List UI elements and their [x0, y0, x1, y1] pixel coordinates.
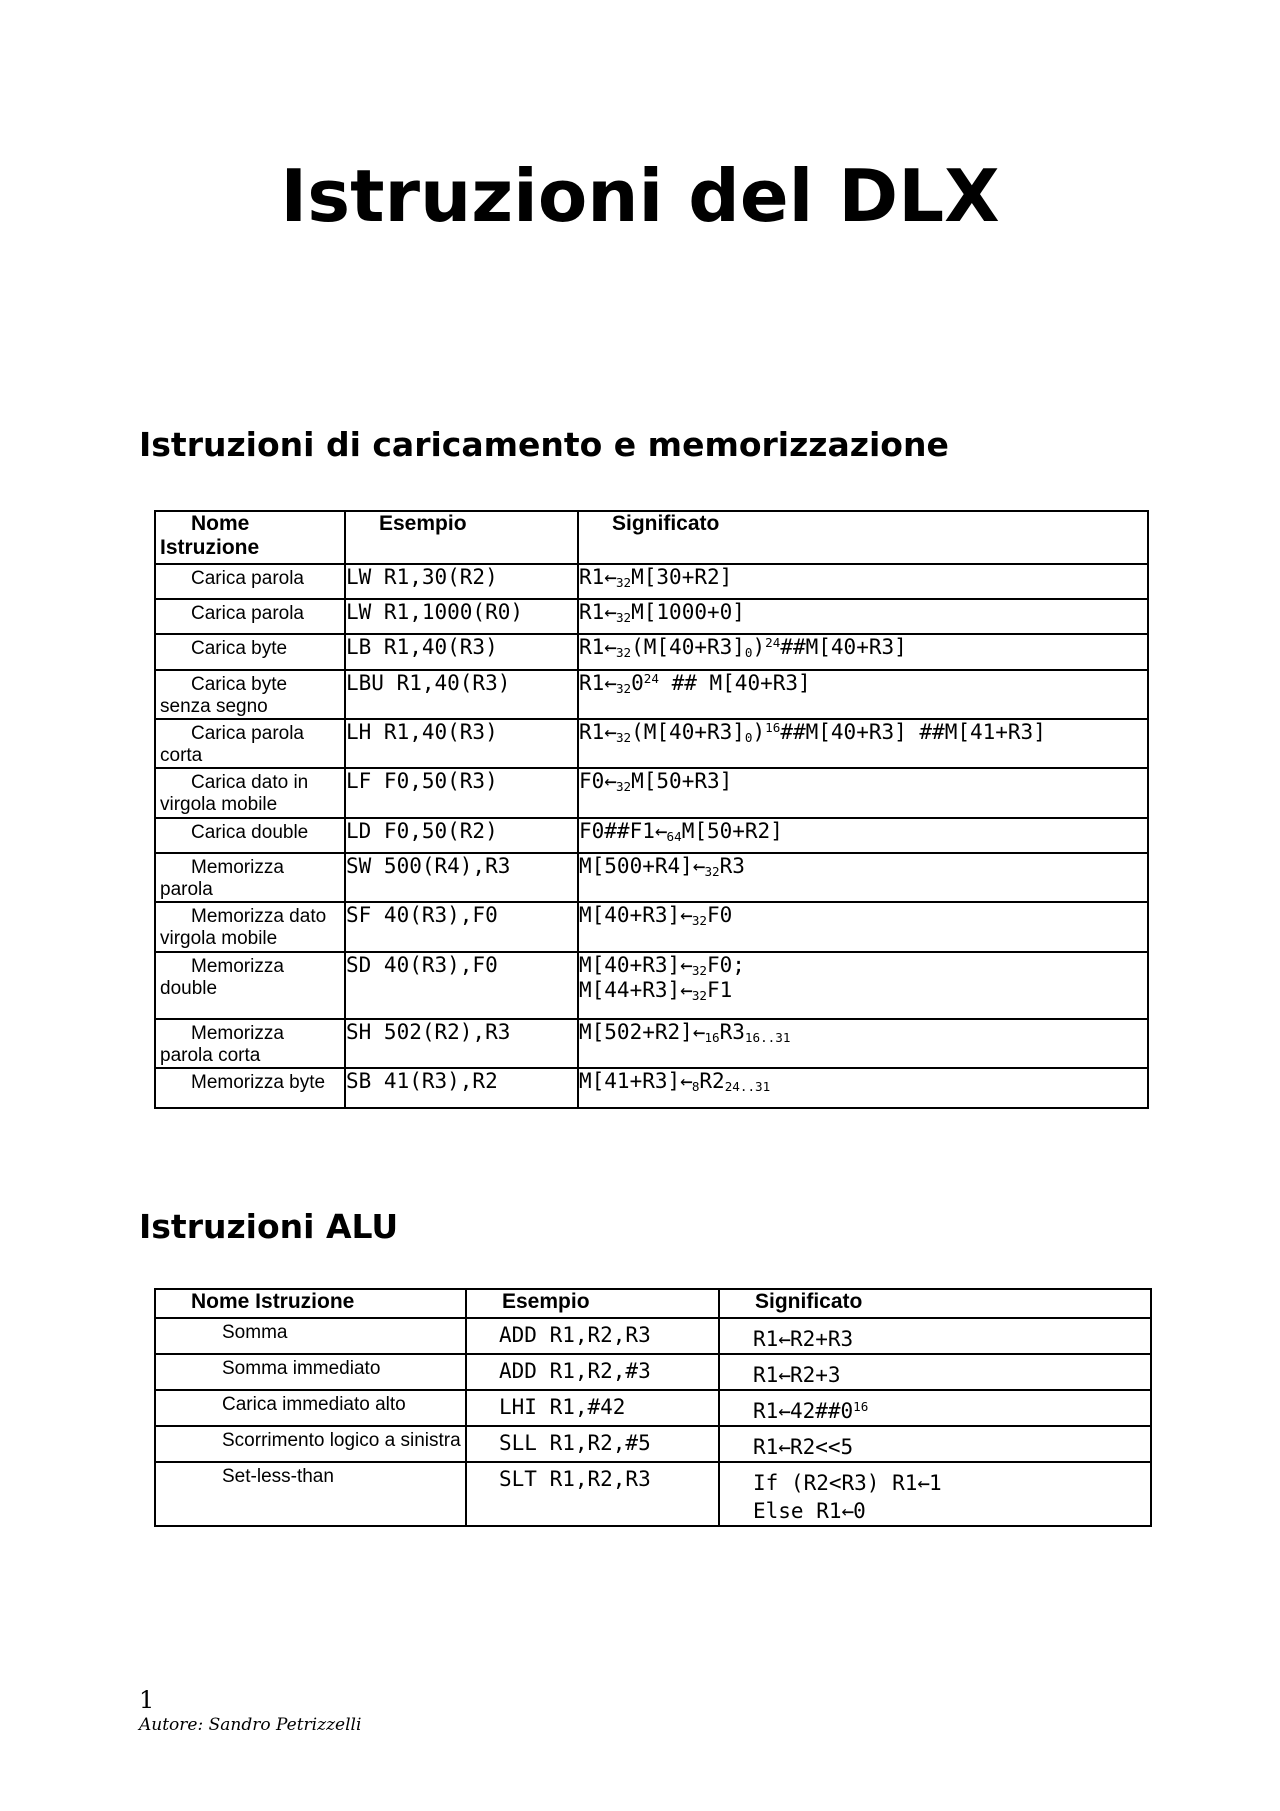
column-header-example: Esempio [466, 1289, 719, 1318]
meaning-expression: M[1000+0] [631, 600, 745, 624]
instruction-meaning [719, 1354, 1151, 1390]
table-row [155, 1318, 1151, 1354]
replication-superscript: 16 [765, 720, 781, 736]
table-row [155, 818, 1148, 853]
author-credit: Autore: Sandro Petrizzelli [139, 1715, 362, 1735]
instruction-name [155, 1354, 466, 1390]
meaning-line [753, 1469, 1150, 1497]
meaning-line [579, 635, 1147, 660]
instruction-meaning [578, 818, 1148, 853]
instruction-example: SH 502(R2),R3 [345, 1019, 578, 1068]
meaning-operand: M[41+R3] [579, 1069, 681, 1093]
meaning-expression: R2 [699, 1069, 725, 1093]
instruction-name [155, 853, 345, 902]
meaning-expression: R3 [719, 1020, 745, 1044]
instruction-name-text: Carica parola [191, 603, 304, 624]
meaning-operand: R1 [753, 1399, 779, 1423]
table-row [155, 599, 1148, 634]
meaning-operand: Else R1 [753, 1499, 842, 1523]
instruction-name [155, 719, 345, 768]
assign-arrow: ← [680, 1069, 692, 1093]
instruction-name-text: Carica parola [191, 568, 304, 589]
meaning-line [579, 769, 1147, 794]
meaning-operand: R1 [579, 720, 605, 744]
instruction-example: LBU R1,40(R3) [345, 670, 578, 719]
meaning-expression: F1 [706, 978, 733, 1002]
instruction-name [155, 1426, 466, 1462]
instruction-name [155, 1462, 466, 1526]
instruction-meaning [578, 768, 1148, 818]
table-row [155, 1354, 1151, 1390]
instruction-name [155, 818, 345, 853]
table-row [155, 564, 1148, 599]
instruction-meaning [578, 853, 1148, 902]
document-title: Istruzioni del DLX [280, 154, 1000, 238]
assign-arrow: ← [841, 1499, 854, 1523]
width-subscript: 32 [615, 575, 632, 591]
meaning-expression: (M[40+R3] [631, 635, 745, 659]
meaning-line [753, 1325, 1150, 1353]
table-header-row [155, 511, 1148, 564]
instruction-example: SF 40(R3),F0 [345, 902, 578, 952]
column-header-example: Esempio [345, 511, 578, 564]
width-subscript: 32 [691, 988, 707, 1004]
instruction-name-text: Carica parola corta [160, 723, 304, 766]
meaning-expression: 1 [929, 1471, 942, 1495]
instruction-name-text: Carica byte senza segno [160, 674, 288, 717]
instruction-example: ADD R1,R2,R3 [466, 1318, 719, 1354]
instruction-name-text: Carica immediato alto [222, 1394, 406, 1415]
table-row [155, 719, 1148, 768]
instruction-meaning [578, 719, 1148, 768]
instruction-example: LD F0,50(R2) [345, 818, 578, 853]
width-subscript: 32 [704, 864, 720, 880]
meaning-operand: M[40+R3] [579, 903, 681, 927]
instruction-name-text: Memorizza double [160, 956, 284, 999]
assign-arrow: ← [604, 600, 616, 624]
assign-arrow: ← [778, 1435, 790, 1459]
meaning-tail: ##M[40+R3] [780, 635, 907, 659]
meaning-line [579, 1020, 1147, 1045]
width-subscript: 32 [615, 610, 632, 626]
assign-arrow: ← [692, 1020, 705, 1044]
meaning-operand: R1 [753, 1363, 779, 1387]
meaning-expression: 0 [853, 1499, 866, 1523]
meaning-line [753, 1397, 1150, 1425]
assign-arrow: ← [680, 953, 692, 977]
width-subscript: 32 [615, 779, 632, 795]
bit-range-subscript: 24..31 [724, 1079, 771, 1095]
instruction-meaning [578, 564, 1148, 599]
page-number: 1 [139, 1686, 155, 1714]
instruction-meaning [719, 1462, 1151, 1526]
instruction-name [155, 768, 345, 818]
replication-superscript: 16 [853, 1399, 869, 1415]
meaning-tail: ## M[40+R3] [658, 671, 811, 695]
meaning-line [579, 953, 1147, 978]
assign-arrow: ← [654, 819, 667, 843]
section-heading-load-store: Istruzioni di caricamento e memorizzazione [139, 425, 949, 464]
meaning-expression: (M[40+R3] [631, 720, 745, 744]
instruction-example: SLL R1,R2,#5 [466, 1426, 719, 1462]
table-row [155, 902, 1148, 952]
meaning-operand: M[44+R3] [579, 978, 681, 1002]
instruction-example: LH R1,40(R3) [345, 719, 578, 768]
meaning-tail: ##M[40+R3] ##M[41+R3] [780, 720, 1046, 744]
width-subscript: 32 [691, 913, 707, 929]
table-row [155, 768, 1148, 818]
meaning-operand: F0##F1 [579, 819, 655, 843]
assign-arrow: ← [692, 854, 705, 878]
alu-table [154, 1288, 1152, 1527]
meaning-operand: M[502+R2] [579, 1020, 693, 1044]
instruction-name-text: Set-less-than [222, 1466, 334, 1487]
meaning-operand: M[40+R3] [579, 953, 681, 977]
assign-arrow: ← [604, 769, 616, 793]
assign-arrow: ← [680, 978, 692, 1002]
table-row [155, 853, 1148, 902]
instruction-name-text: Somma immediato [222, 1358, 381, 1379]
instruction-name [155, 1019, 345, 1068]
assign-arrow: ← [604, 671, 616, 695]
meaning-line [579, 854, 1147, 879]
meaning-line [579, 600, 1147, 625]
instruction-name [155, 564, 345, 599]
instruction-meaning [578, 902, 1148, 952]
instruction-name-text: Scorrimento logico a sinistra [222, 1430, 461, 1451]
instruction-name-text: Carica dato in virgola mobile [160, 772, 309, 815]
meaning-line [579, 671, 1147, 696]
meaning-operand: F0 [579, 769, 605, 793]
instruction-meaning [578, 1019, 1148, 1068]
assign-arrow: ← [778, 1399, 790, 1423]
instruction-name [155, 670, 345, 719]
instruction-meaning [719, 1390, 1151, 1426]
table-row [155, 634, 1148, 670]
meaning-expression: 0 [631, 671, 644, 695]
assign-arrow: ← [604, 635, 616, 659]
meaning-expression: M[30+R2] [631, 565, 733, 589]
column-header-name: Nome Istruzione [155, 1289, 466, 1318]
instruction-name [155, 1390, 466, 1426]
meaning-line [579, 819, 1147, 844]
instruction-name [155, 599, 345, 634]
instruction-example: LW R1,1000(R0) [345, 599, 578, 634]
load-store-table [154, 510, 1149, 1109]
instruction-name [155, 1068, 345, 1108]
instruction-meaning [719, 1426, 1151, 1462]
meaning-expression: M[50+R3] [631, 769, 733, 793]
meaning-expression: R2+R3 [789, 1327, 854, 1351]
meaning-expression: F0; [706, 953, 745, 977]
meaning-line [753, 1433, 1150, 1461]
instruction-example: SB 41(R3),R2 [345, 1068, 578, 1108]
instruction-example: SLT R1,R2,R3 [466, 1462, 719, 1526]
meaning-line-2 [579, 978, 1147, 1003]
bit-subscript: 0 [744, 645, 753, 661]
instruction-example: LW R1,30(R2) [345, 564, 578, 599]
meaning-operand: If (R2<R3) R1 [753, 1471, 918, 1495]
width-subscript: 32 [615, 730, 632, 746]
bit-range-subscript: 16..31 [744, 1030, 791, 1046]
column-header-meaning: Significato [719, 1289, 1151, 1318]
instruction-meaning [578, 952, 1148, 1019]
assign-arrow: ← [680, 903, 692, 927]
assign-arrow: ← [778, 1363, 790, 1387]
meaning-expression-close: ) [752, 635, 766, 659]
meaning-operand: R1 [753, 1435, 779, 1459]
instruction-name [155, 902, 345, 952]
table-row [155, 1019, 1148, 1068]
table-row [155, 1426, 1151, 1462]
meaning-expression: F0 [706, 903, 733, 927]
column-header-name: Nome Istruzione [155, 511, 345, 564]
meaning-operand: M[500+R4] [579, 854, 693, 878]
instruction-meaning [578, 599, 1148, 634]
meaning-expression-close: ) [752, 720, 766, 744]
meaning-operand: R1 [579, 600, 605, 624]
width-subscript: 32 [615, 681, 632, 697]
assign-arrow: ← [778, 1327, 790, 1351]
section-heading-alu: Istruzioni ALU [139, 1207, 399, 1246]
table-row [155, 1068, 1148, 1108]
instruction-name [155, 1318, 466, 1354]
meaning-expression: M[50+R2] [681, 819, 783, 843]
instruction-name-text: Somma [222, 1322, 288, 1343]
width-subscript: 32 [615, 645, 632, 661]
replication-superscript: 24 [643, 671, 659, 687]
bit-subscript: 0 [744, 730, 753, 746]
instruction-name-text: Carica double [191, 822, 309, 843]
instruction-name-text: Memorizza parola [160, 857, 284, 900]
meaning-line [579, 720, 1147, 745]
meaning-operand: R1 [579, 565, 605, 589]
instruction-name-text: Memorizza byte [191, 1072, 326, 1093]
meaning-expression: R3 [719, 854, 745, 878]
instruction-example: SW 500(R4),R3 [345, 853, 578, 902]
instruction-name [155, 952, 345, 1019]
instruction-example: ADD R1,R2,#3 [466, 1354, 719, 1390]
instruction-meaning [719, 1318, 1151, 1354]
width-subscript: 64 [666, 829, 682, 845]
assign-arrow: ← [917, 1471, 930, 1495]
meaning-expression: R2+3 [789, 1363, 841, 1387]
instruction-name-text: Carica byte [191, 638, 288, 659]
instruction-meaning [578, 634, 1148, 670]
assign-arrow: ← [604, 565, 616, 589]
meaning-operand: R1 [579, 671, 605, 695]
assign-arrow: ← [604, 720, 616, 744]
instruction-name [155, 634, 345, 670]
width-subscript: 8 [691, 1079, 700, 1095]
meaning-operand: R1 [753, 1327, 779, 1351]
instruction-example: SD 40(R3),F0 [345, 952, 578, 1019]
instruction-name-text: Memorizza dato virgola mobile [160, 906, 327, 949]
instruction-example: LF F0,50(R3) [345, 768, 578, 818]
meaning-expression: 42##0 [789, 1399, 854, 1423]
width-subscript: 32 [691, 963, 707, 979]
meaning-expression: R2<<5 [789, 1435, 854, 1459]
width-subscript: 16 [704, 1030, 720, 1046]
meaning-line [579, 1069, 1147, 1094]
table-row [155, 1390, 1151, 1426]
table-row [155, 952, 1148, 1019]
instruction-meaning [578, 670, 1148, 719]
instruction-example: LHI R1,#42 [466, 1390, 719, 1426]
meaning-line [579, 903, 1147, 928]
table-row [155, 1462, 1151, 1526]
meaning-line-2 [753, 1497, 1150, 1525]
replication-superscript: 24 [765, 635, 781, 651]
table-header-row [155, 1289, 1151, 1318]
instruction-meaning [578, 1068, 1148, 1108]
table-row [155, 670, 1148, 719]
instruction-example: LB R1,40(R3) [345, 634, 578, 670]
meaning-line [579, 565, 1147, 590]
column-header-meaning: Significato [578, 511, 1148, 564]
meaning-line [753, 1361, 1150, 1389]
meaning-operand: R1 [579, 635, 605, 659]
instruction-name-text: Memorizza parola corta [160, 1023, 284, 1066]
